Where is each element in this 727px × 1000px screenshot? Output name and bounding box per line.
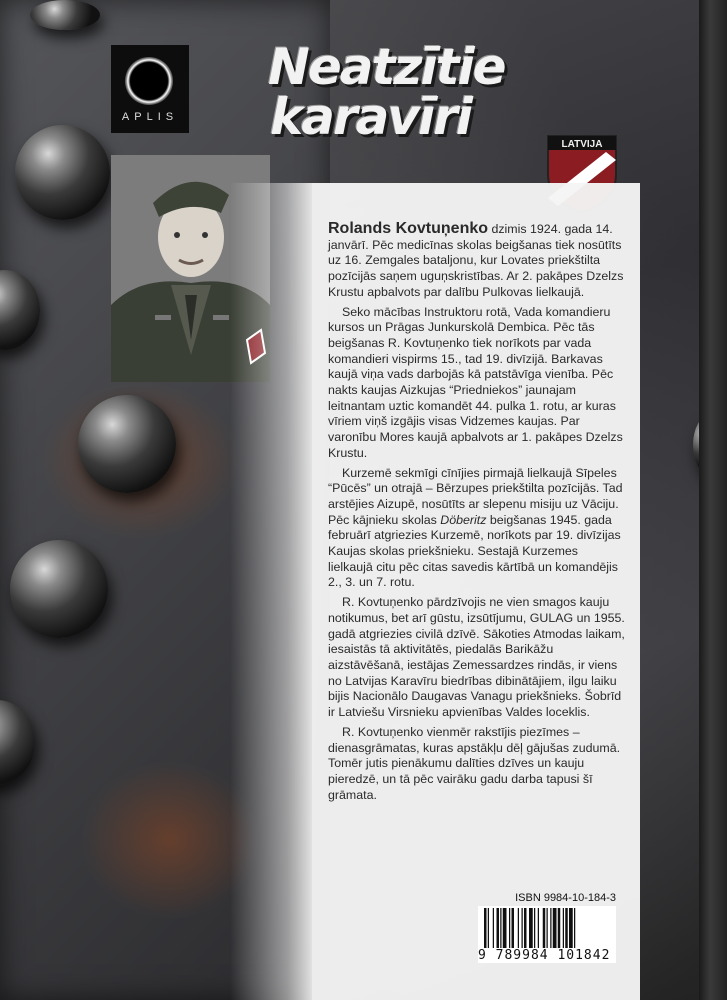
- barcode-bar: [522, 908, 523, 948]
- book-title-line2: karavīri: [270, 88, 471, 146]
- barcode-bar: [558, 908, 561, 948]
- eclipse-icon: [125, 57, 173, 105]
- cover-edge: [699, 0, 727, 1000]
- barcode-bar: [524, 908, 527, 948]
- barcode-bar: [565, 908, 568, 948]
- barcode-bar: [509, 908, 510, 948]
- barcode-bar: [529, 908, 533, 948]
- barcode-bar: [547, 908, 548, 948]
- barcode-bar: [493, 908, 494, 948]
- barcode-bar: [484, 908, 487, 948]
- bio-text: beigšanas 1945. gada februārī atgriezies Kurzemē, norīkots par 19. divīzijas Kaujas skolas priekšnieku. Sestajā Kurzemes lielkaujā citu pēc citas savedis kārtībā un komandējis 2., 3. un 7. rotu.: [328, 512, 621, 590]
- barcode-bar: [500, 908, 501, 948]
- barcode-bar: [550, 908, 551, 948]
- barcode-bar: [503, 908, 507, 948]
- barcode-bar: [488, 908, 489, 948]
- bio-text: Kurzemē sekmīgi cīnījies pirmajā lielkaujā Sīpeles “Pūcēs” un otrajā – Bērzupes priekštilta pozīcijās. Tad arstējies Aizupē, nosūtīts ar slepenu misiju uz Vāciju. Pēc kājnieku skolas: [328, 465, 623, 527]
- barcode-number: 9 789984 101842: [478, 948, 616, 963]
- barcode-bar: [553, 908, 557, 948]
- barcode-bar: [512, 908, 515, 948]
- shield-label: LATVIJA: [561, 139, 603, 150]
- barcode-bars: [478, 906, 616, 952]
- barcode-bar: [534, 908, 535, 948]
- rivet: [78, 395, 176, 493]
- rivet: [30, 0, 100, 30]
- bio-paragraph: R. Kovtuņenko vienmēr rakstījis piezīmes – dienasgrāmatas, kuras apstākļu dēļ gājušas zudumā. Tomēr jutis pienākumu dalīties dzīves un kauju pieredzē, un tā pēc vairāku gadu darba tapusi šī grāmata.: [328, 724, 621, 802]
- barcode-bar: [518, 908, 519, 948]
- publisher-logo: [111, 45, 189, 133]
- author-bio-panel: [312, 183, 640, 1000]
- panel-fade: [230, 183, 312, 1000]
- rivet: [15, 125, 110, 220]
- school-name: Döberitz: [440, 512, 487, 527]
- barcode-bar: [543, 908, 546, 948]
- barcode-bar: [563, 908, 564, 948]
- bio-text: dzimis 1924. gada 14. janvārī. Pēc medicīnas skolas beigšanas tiek nosūtīts uz 16. Zemgales bataljonu, kur Lovates priekštilta pozīcijās saņem uguņskristības. Ar 2. pakāpes Dzelzs Krustu apbalvots par dalību Pulkovas lielkaujā.: [328, 222, 624, 299]
- bio-paragraph: Seko mācības Instruktoru rotā, Vada komandieru kursos un Prāgas Junkurskolā Dembica. Pēc tās beigšanas R. Kovtuņenko tiek norīkots par vada komandieri vispirms 15., tad 19. divīzijā. Barkavas kaujā viņa vads darbojās kā patstāvīga vienība. Pēc nakts kaujas Aizkujas “Priedniekos” jaunajam leitnantam uztic komandēt 44. pulka 1. rotu, ar kuras vīriem viņš izgājis visas Vidzemes kaujas. Par varonību Mores kaujā apbalvots ar 1. pakāpes Dzelzs Krustu.: [328, 304, 623, 460]
- bio-paragraph: R. Kovtuņenko pārdzīvojis ne vien smagos kauju notikumus, bet arī gūstu, izsūtījumu, GULAG un 1955. gadā atgriezies civilā dzīvē. Sākoties Atmodas laikam, iesaistās tā aktivitātēs, piedalās Barikāžu aizstāvēšanā, iestājas Zemessardzes rindās, ir viens no Latvijas Karavīru biedrības dibinātājiem, ilgu laiku bijis Nacionālo Daugavas Vanagu priekšnieks. Šobrīd ir Latviešu Virsnieku apvienības Valdes loceklis.: [328, 595, 625, 720]
- author-name: Rolands Kovtuņenko: [328, 220, 489, 237]
- barcode-bar: [569, 908, 573, 948]
- rivet: [10, 540, 108, 638]
- bio-paragraph: [328, 221, 626, 301]
- book-title-line1: Neatzītie: [268, 38, 505, 96]
- bio-paragraph: [328, 466, 626, 592]
- barcode-bar: [574, 908, 575, 948]
- publisher-name: APLIS: [121, 111, 179, 123]
- barcode-bar: [538, 908, 539, 948]
- barcode-bar: [497, 908, 500, 948]
- isbn-label: ISBN 9984-10-184-3: [515, 892, 616, 904]
